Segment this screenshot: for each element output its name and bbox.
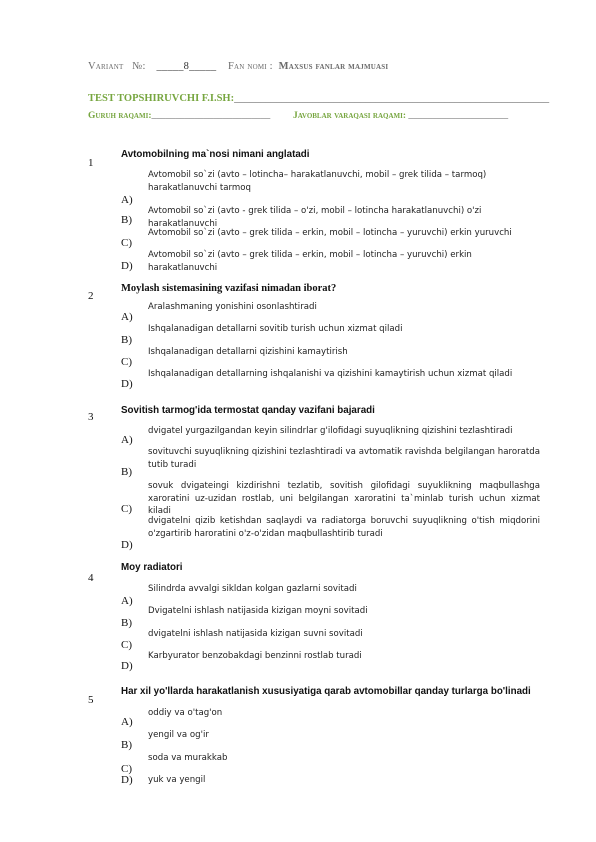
examinee-name-label: TEST TOPSHIRUVCHI F.I.SH: [88, 93, 235, 104]
option-letter: C) [121, 503, 132, 515]
option-text: dvigatelni qizib ketishdan saqlaydi va radiatorga boruvchi suyuqlikning o'tish miqdorini o'zgartirib haroratini o'z-o'zidan maqbullashtirib turadi [148, 516, 540, 539]
option-text: sovituvchi suyuqlikning qizishini tezlashtiradi va avtomatik ravishda belgilangan haroratda tutib turadi [148, 447, 540, 470]
option-text: Ishqalanadigan detallarni qizishini kamaytirish [148, 347, 348, 357]
question-title: Sovitish tarmog'ida termostat qanday vazifani bajaradi [121, 405, 375, 416]
option-text: Avtomobil so`zi (avto - grek tilida – o'zi, mobil – lotincha harakatlanuvchi) o'zi harakatlanuvchi [148, 206, 482, 229]
option-text: Avtomobil so`zi (avto – grek tilida – erkin, mobil – lotincha – yuruvchi) erkin yuruvchi [148, 228, 512, 238]
option-letter: D) [121, 774, 133, 786]
option-text: sovuk dvigateingi kizdirishni tezlatib, sovitish gilofidagi suyuklikning maqbullashga xaroratini uz-uzidan rostlab, uni belgilangan xaroratini ta`minlab turish uchun xizmat kiladi [148, 481, 540, 516]
option-letter: C) [121, 639, 132, 651]
group-label: Guruh raqami: [88, 111, 152, 121]
option-letter: A) [121, 595, 133, 607]
group-row [88, 111, 270, 121]
option-text: dvigatel yurgazilgandan keyin silindrlar g'ilofidagi suyuqlikning qizishini tezlashtiradi [148, 426, 513, 436]
option-text: yengil va og'ir [148, 730, 209, 740]
question-title: Avtomobilning ma`nosi nimani anglatadi [121, 149, 310, 160]
question-title: Moy radiatori [121, 562, 183, 573]
subject-value: Maxsus fanlar majmuasi [278, 61, 389, 72]
option-letter: B) [121, 214, 132, 226]
option-letter: A) [121, 716, 133, 728]
option-text: Aralashmaning yonishini osonlashtiradi [148, 302, 317, 312]
answer-sheet-label: Javoblar varaqasi raqami: [293, 111, 407, 121]
option-letter: C) [121, 237, 132, 249]
variant-label: Variant [88, 61, 124, 72]
subject-header [228, 61, 388, 72]
option-letter: B) [121, 466, 132, 478]
option-text: Avtomobil so`zi (avto – grek tilida – erkin, mobil – lotincha – yuruvchi) erkin harakatlanuvchi [148, 250, 472, 273]
variant-value: _____8_____ [156, 61, 217, 72]
option-text: Avtomobil so`zi (avto – lotincha– harakatlanuvchi, mobil – grek tilida – tarmoq) harakatlanuvchi tarmoq [148, 170, 487, 193]
option-letter: B) [121, 739, 132, 751]
examinee-name-line: ____________________________________________________________ [234, 93, 550, 104]
option-letter: C) [121, 356, 132, 368]
question-number: 5 [88, 694, 94, 706]
subject-label: Fan nomi : [228, 61, 273, 72]
option-letter: D) [121, 539, 133, 551]
option-letter: A) [121, 194, 133, 206]
option-text: yuk va yengil [148, 775, 206, 785]
option-text: Ishqalanadigan detallarning ishqalanishi va qizishini kamaytirish uchun xizmat qiladi [148, 369, 513, 379]
option-text: dvigatelni ishlash natijasida kizigan suvni sovitadi [148, 629, 363, 639]
question-number: 2 [88, 290, 94, 302]
question-title: Har xil yo'llarda harakatlanish xususiyatiga qarab avtomobillar qanday turlarga bo'linadi [121, 686, 531, 697]
question-number: 3 [88, 411, 94, 423]
question-number: 4 [88, 572, 94, 584]
question-title: Moylash sistemasining vazifasi nimadan iborat? [121, 283, 337, 294]
option-text: Ishqalanadigan detallarni sovitib turish uchun xizmat qiladi [148, 324, 403, 334]
option-letter: C) [121, 763, 132, 775]
option-letter: D) [121, 660, 133, 672]
option-text: oddiy va o'tag'on [148, 708, 223, 718]
option-text: Karbyurator benzobakdagi benzinni rostlab turadi [148, 651, 362, 661]
variant-header [88, 61, 216, 72]
option-letter: A) [121, 434, 133, 446]
answer-sheet-row [293, 111, 508, 121]
variant-no-label: №: [132, 61, 146, 72]
option-text: Dvigatelni ishlash natijasida kizigan moyni sovitadi [148, 606, 368, 616]
option-letter: A) [121, 311, 133, 323]
option-text: Silindrda avvalgi sikldan kolgan gazlarni sovitadi [148, 584, 357, 594]
option-letter: B) [121, 617, 132, 629]
option-letter: B) [121, 334, 132, 346]
group-line: _________________________ [151, 111, 271, 121]
question-number: 1 [88, 157, 94, 169]
examinee-name-row [88, 93, 549, 104]
option-text: soda va murakkab [148, 753, 228, 763]
option-letter: D) [121, 260, 133, 272]
answer-sheet-line: _____________________ [408, 111, 509, 121]
option-letter: D) [121, 378, 133, 390]
